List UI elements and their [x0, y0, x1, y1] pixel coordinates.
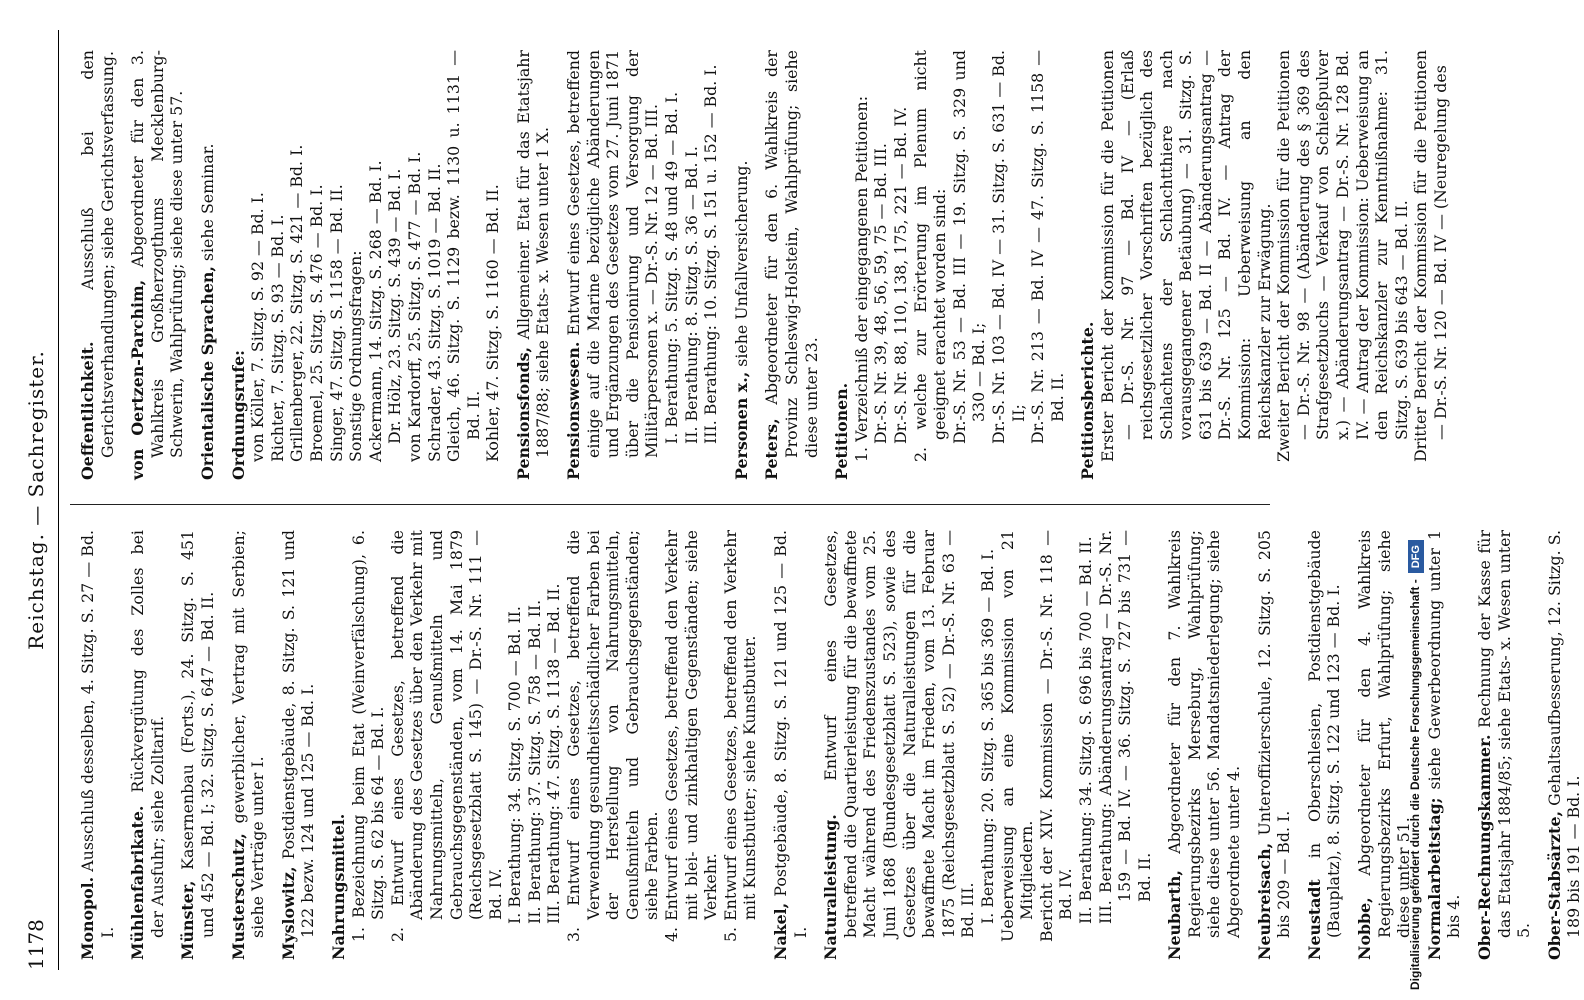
- entry-subitem: 2. welche zur Erörterung im Plenum nicht geeignet erachtet worden sind:: [910, 50, 950, 462]
- entry-text: Postdienstgebäude, 8. Sitzg. S. 121 und 122 bezw. 124 und 125 — Bd. I.: [278, 530, 318, 938]
- entry-subitem: 1. Bezeichnung beim Etat (Weinverfälschung), 6. Sitzg. S. 62 bis 64 — Bd. I.: [348, 530, 388, 942]
- entry-subitem: 4. Entwurf eines Gesetzes, betreffend den Verkehr mit blei- und zinkhaltigen Gegenständen; siehe Verkehr.: [662, 530, 721, 942]
- entry-text: siehe Gewerbeordnung unter 1 bis 4.: [1424, 530, 1464, 938]
- entry-subitem: I. Berathung: 20. Sitzg. S. 365 bis 369 — Bd. I.: [977, 548, 997, 924]
- index-entry: [1305, 530, 1344, 960]
- index-entry: [229, 50, 503, 480]
- entry-keyword: Normalarbeitstag;: [1424, 797, 1444, 960]
- entry-subitem: von Kardorff, 25. Sitzg. S. 477 — Bd. I.: [404, 151, 424, 462]
- entry-subitem: 2. Entwurf eines Gesetzes, betreffend die Abänderung des Gesetzes über den Verkehr mit Nahrungsmitteln, Genußmitteln und Gebrauchsgegenständen, vom 14. Mai 1879 (Reichsgesetzblatt S. 145) — Dr.-S. Nr. 111 — Bd. IV.: [387, 530, 505, 942]
- entry-subitem: I. Berathung: 34. Sitzg. S. 700 — Bd. II.: [505, 606, 525, 924]
- index-entry: [1475, 530, 1534, 960]
- entry-keyword: Myslowitz,: [278, 866, 298, 960]
- entry-text: Postgebäude, 8. Sitzg. S. 121 und 125 — Bd. I.: [771, 530, 810, 938]
- entry-keyword: Naturalleistung.: [821, 814, 841, 960]
- entry-keyword: Ordnungsrufe:: [228, 349, 248, 480]
- entry-keyword: Pensionswesen.: [564, 341, 584, 480]
- entry-subitem: Dr. Hölz, 23. Sitzg. S. 439 — Bd. I.: [385, 168, 405, 444]
- entry-keyword: Neubarth,: [1165, 870, 1185, 960]
- entry-text: siehe Seminar.: [197, 143, 217, 262]
- index-entry: [198, 50, 218, 480]
- entry-keyword: Münster,: [178, 880, 198, 960]
- dfg-side-note: [1403, 5, 1427, 990]
- entry-subitem: Gleich, 46. Sitzg. S. 1129 bezw. 1130 u. 1131 — Bd. II.: [444, 50, 483, 462]
- entry-keyword: Neustadt: [1304, 879, 1324, 960]
- entry-text: Entwurf eines Gesetzes, betreffend einige auf die Marine bezügliche Abänderungen und Ergänzungen des Gesetzes vom 27. Juni 1871 über die Pensionirung und Versorgung der Militärpersonen x. — Dr.-S. Nr. 12 — Bd. III.: [564, 50, 662, 458]
- dfg-logo: DFG: [1408, 540, 1424, 573]
- entry-subitem: Dr.-S. Nr. 39, 48, 56, 59, 75 — Bd. III.: [871, 143, 891, 444]
- index-entry: [564, 50, 721, 480]
- entry-text: Entwurf eines Gesetzes, betreffend die Quartierleistung für die bewaffnete Macht während des Friedenszustandes vom 25. Juni 1868 (Bundesgesetzblatt S. 523), sowie des Gesetzes über die Naturalleistungen für die bewaffnete Macht im Frieden, vom 13. Februar 1875 (Reichsgesetzblatt S. 52) — Dr.-S. Nr. 63 — Bd. III.: [821, 530, 978, 938]
- entry-text: in Oberschlesien, Postdienstgebäude (Bauplatz), 8. Sitzg. S. 122 und 123 — Bd. I.: [1304, 529, 1344, 938]
- index-entry: [732, 50, 752, 480]
- index-entry: [1425, 530, 1464, 960]
- entry-subitem: Erster Bericht der Kommission für die Petitionen — Dr.-S. Nr. 97 — Bd. IV — (Erlaß reichsgesetzlicher Vorschriften bezüglich des Schlachtens der Schlachtthiere nach vorausgegangener Betäubung) — 31. Sitzg. S. 631 bis 639 — Bd. II — Abänderungsantrag — Dr.-S. Nr. 125 — Bd. IV. — Antrag der Kommission: Ueberweisung an den Reichskanzler zur Erwägung.: [1097, 50, 1274, 462]
- entry-subitem: Dr.-S. Nr. 213 — Bd. IV — 47. Sitzg. S. 1158 — Bd. II.: [1028, 50, 1067, 444]
- entry-text: Kasernenbau (Forts.), 24. Sitzg. S. 451 und 452 — Bd. I; 32. Sitzg. S. 647 — Bd. II.: [178, 530, 217, 938]
- entry-subitem: Sonstige Ordnungsfragen:: [346, 250, 366, 462]
- index-entry: [279, 530, 318, 960]
- entry-keyword: Petitionen.: [832, 382, 852, 480]
- entry-text: Rückvergütung des Zolles bei der Ausfuhr; siehe Zolltarif.: [128, 530, 167, 938]
- index-entry: [329, 530, 760, 960]
- entry-text: siehe Unfallversicherung.: [731, 160, 751, 367]
- entry-subitem: Dr.-S. Nr. 103 — Bd. IV — 31. Sitzg. S. 631 — Bd. II;: [988, 50, 1028, 444]
- entry-subitem: Grillenberger, 22. Sitzg. S. 421 — Bd. I.: [287, 144, 307, 462]
- entry-subitem: 1. Verzeichniß der eingegangenen Petitionen:: [851, 95, 871, 462]
- entry-subitem: III. Berathung: 47. Sitzg. S. 1138 — Bd. II.: [544, 583, 564, 924]
- index-entry: [1255, 530, 1294, 960]
- entry-keyword: Oeffentlichkeit.: [78, 341, 97, 480]
- entry-keyword: Nobbe,: [1355, 897, 1375, 960]
- entry-text: Abgeordneter für den 7. Wahlkreis Regierungsbezirks Merseburg, Wahlprüfung; siehe diese unter 56. Mandatsniederlegung; siehe Abgeordnete unter 4.: [1165, 530, 1244, 938]
- dfg-credit-text: Digitalisierung gefördert durch die Deutsche Forschungsgemeinschaft -: [1408, 579, 1422, 990]
- entry-subitem: 3. Entwurf eines Gesetzes, betreffend die Verwendung gesundheitsschädlicher Farben bei der Herstellung von Nahrungsmitteln, Genußmitteln und Gebrauchsgegenständen; siehe Farben.: [564, 530, 662, 942]
- index-entry: [128, 530, 167, 960]
- index-entry: [178, 530, 217, 960]
- page-header: [18, 30, 59, 970]
- entry-keyword: Pensionsfonds,: [513, 346, 533, 480]
- index-entry: [128, 50, 187, 480]
- entry-subitem: Dritter Bericht der Kommission für die Petitionen — Dr.-S. Nr. 120 — Bd. IV — (Neuregelung des: [1411, 50, 1450, 462]
- entry-keyword: Nakel,: [771, 902, 790, 960]
- entry-subitem: I. Berathung: 5. Sitzg. S. 48 und 49 — Bd. I.: [662, 91, 682, 444]
- entry-subitem: II. Berathung: 34. Sitzg. S. 696 bis 700 — Bd. II.: [1075, 536, 1095, 924]
- entry-text: Gehaltsaufbesserung, 12. Sitzg. S. 189 bis 191 — Bd. I.: [1544, 530, 1584, 938]
- entry-keyword: Orientalische Sprachen,: [197, 266, 217, 480]
- index-entry: [771, 530, 810, 960]
- index-entry: [78, 50, 117, 480]
- entry-subitem: II. Berathung: 37. Sitzg. S. 758 — Bd. II.: [524, 599, 544, 924]
- entry-subitem: III. Berathung: 10. Sitzg. S. 151 u. 152 — Bd. I.: [701, 64, 721, 444]
- entry-text: Ausschluß desselben, 4. Sitzg. S. 27 — Bd. I.: [78, 530, 117, 938]
- entry-text: Rechnung der Kasse für das Etatsjahr 1884/85; siehe Etats- x. Wesen unter 5.: [1475, 530, 1534, 938]
- entry-subitem: Singer, 47. Sitzg. S. 1158 — Bd. II.: [326, 184, 346, 462]
- entry-keyword: Mühlenfabrikate.: [128, 805, 148, 960]
- entry-text: gewerblicher, Vertrag mit Serbien; siehe Verträge unter I.: [228, 530, 268, 938]
- running-header: Reichstag. — Sachregister.: [24, 350, 48, 650]
- entry-subitem: 5. Entwurf eines Gesetzes, betreffend den Verkehr mit Kunstbutter; siehe Kunstbutter.: [720, 530, 760, 942]
- entry-subitem: Ueberweisung an eine Kommission von 21 Mitgliedern.: [997, 530, 1037, 942]
- entry-subitem: Schrader, 43. Sitzg. S. 1019 — Bd. II.: [424, 163, 444, 462]
- entry-keyword: Ober-Stabsärzte,: [1544, 811, 1564, 960]
- entry-text: Abgeordneter für den 4. Wahlkreis Regierungsbezirks Erfurt, Wahlprüfung; siehe diese unter 51.: [1355, 530, 1414, 938]
- entry-subitem: von Köller, 7. Sitzg. S. 92 — Bd. I.: [248, 192, 268, 462]
- entry-subitem: Zweiter Bericht der Kommission für die Petitionen — Dr.-S. Nr. 98 — (Abänderung des § 369 des Strafgesetzbuchs — Verkauf von Schießpulver x.) — Abänderungsantrag — Dr.-S. Nr. 128 Bd. IV. — Antrag der Kommission: Ueberweisung an den Reichskanzler zur Kenntnißnahme: 31. Sitzg. S. 639 bis 643 — Bd. II.: [1274, 50, 1411, 462]
- entry-keyword: Peters,: [762, 418, 782, 480]
- index-entry: [832, 50, 1067, 480]
- entry-subitem: Dr.-S. Nr. 53 — Bd. III — 19. Sitzg. S. 329 und 330 — Bd. I;: [949, 50, 989, 444]
- index-entry: [229, 530, 268, 960]
- entry-subitem: II. Berathung: 8. Sitzg. S. 36 — Bd. I.: [681, 146, 701, 444]
- entry-keyword: Musterschutz,: [228, 833, 248, 960]
- entry-subitem: Kohler, 47. Sitzg. S. 1160 — Bd. II.: [483, 184, 503, 462]
- entry-subitem: Broemel, 25. Sitzg. S. 476 — Bd. I.: [306, 184, 326, 462]
- entry-text: Allgemeiner. Etat für das Etatsjahr 1887/88; siehe Etats- x. Wesen unter 1 X.: [513, 50, 553, 458]
- entry-text: Abgeordneter für den 3. Wahlkreis Großherzogthums Mecklenburg-Schwerin, Wahlprüfung; siehe diese unter 57.: [128, 50, 187, 458]
- entry-keyword: Neubreisach,: [1254, 842, 1274, 960]
- entry-subitem: Bericht der XIV. Kommission — Dr.-S. Nr. 118 — Bd. IV.: [1036, 530, 1076, 942]
- entry-subitem: III. Berathung: Abänderungsantrag — Dr.-S. Nr. 159 — Bd. IV. — 36. Sitzg. S. 727 bis 731 — Bd. II.: [1095, 530, 1154, 924]
- index-entry: [514, 50, 553, 480]
- entry-subitem: Ackermann, 14. Sitzg. S. 268 — Bd. I.: [365, 160, 385, 462]
- entry-keyword: Personen x.,: [731, 371, 751, 480]
- index-entry: [1165, 530, 1243, 960]
- index-entry: [1078, 50, 1450, 480]
- entry-text: Ausschluß bei den Gerichtsverhandlungen; siehe Gerichtsverfassung.: [78, 50, 117, 458]
- index-entry: [1545, 530, 1584, 960]
- entry-keyword: von Oertzen-Parchim,: [128, 279, 148, 480]
- entry-keyword: Monopol.: [78, 876, 97, 960]
- entry-keyword: Nahrungsmittel.: [328, 813, 348, 960]
- entry-subitem: Richter, 7. Sitzg. S. 93 — Bd. I.: [267, 214, 287, 462]
- entry-text: Abgeordneter für den 6. Wahlkreis der Provinz Schleswig-Holstein, Wahlprüfung; siehe diese unter 23.: [762, 50, 821, 458]
- entry-keyword: Petitionsberichte.: [1078, 321, 1098, 480]
- column-divider: [70, 504, 1270, 505]
- index-entry: [762, 50, 821, 480]
- index-entry: [78, 530, 117, 960]
- index-entry: [821, 530, 1154, 960]
- entry-subitem: Dr.-S. Nr. 88, 110, 138, 175, 221 — Bd. IV.: [890, 106, 910, 444]
- page-number: 1178: [24, 919, 48, 970]
- entry-text: Unteroffizierschule, 12. Sitzg. S. 205 bis 209 — Bd. I.: [1254, 530, 1294, 938]
- entry-keyword: Ober-Rechnungskammer.: [1475, 734, 1494, 960]
- right-column: [78, 50, 1450, 480]
